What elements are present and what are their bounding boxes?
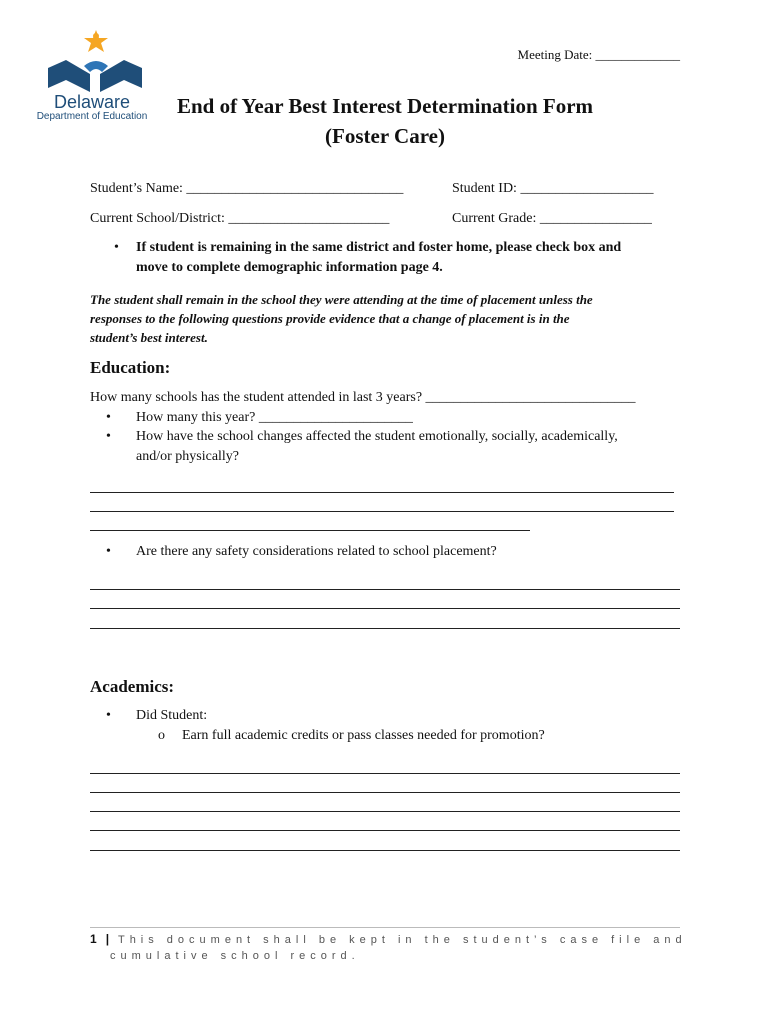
policy-line-3: student’s best interest.	[90, 330, 208, 345]
answer-line[interactable]	[90, 530, 530, 531]
answer-line[interactable]	[90, 628, 680, 629]
bullet-icon: •	[106, 429, 111, 444]
school-district-field[interactable]: Current School/District: _______________________	[90, 211, 390, 226]
footer-line-2: cumulative school record.	[110, 950, 360, 962]
answer-line[interactable]	[90, 511, 674, 512]
bullet-icon: •	[106, 708, 111, 723]
logo-department: Department of Education	[36, 111, 148, 122]
student-name-field[interactable]: Student’s Name: _______________________________	[90, 181, 404, 196]
school-changes-question-line-2: and/or physically?	[136, 449, 240, 464]
answer-line[interactable]	[90, 608, 680, 609]
bullet-icon: •	[106, 544, 111, 559]
answer-line[interactable]	[90, 589, 680, 590]
form-subtitle: (Foster Care)	[325, 124, 445, 148]
form-title: End of Year Best Interest Determination Form	[176, 94, 594, 118]
page-separator: |	[105, 932, 111, 946]
footer-line-1: This document shall be kept in the student’s case file and	[117, 934, 687, 946]
answer-line[interactable]	[90, 850, 680, 851]
student-id-field[interactable]: Student ID: ___________________	[452, 181, 654, 196]
bullet-icon: •	[106, 410, 111, 425]
safety-question: Are there any safety considerations related to school placement?	[136, 544, 497, 559]
logo-name: Delaware	[53, 92, 131, 112]
schools-this-year-question[interactable]: How many this year? ______________________	[136, 410, 413, 425]
logo-book-left-icon	[48, 60, 90, 92]
page-footer	[90, 931, 690, 964]
footer-divider	[90, 927, 680, 928]
schools-attended-question[interactable]: How many schools has the student attended in last 3 years? ______________________________	[90, 390, 636, 405]
answer-line[interactable]	[90, 492, 674, 493]
academic-credits-question: Earn full academic credits or pass classes needed for promotion?	[182, 728, 545, 743]
answer-line[interactable]	[90, 830, 680, 831]
did-student-question: Did Student:	[136, 708, 208, 723]
answer-line[interactable]	[90, 811, 680, 812]
sub-bullet-icon: o	[158, 728, 165, 743]
policy-line-2: responses to the following questions provide evidence that a change of placement is in the	[90, 311, 570, 326]
education-heading: Education:	[90, 358, 171, 377]
meeting-date-field[interactable]: Meeting Date: _____________	[517, 47, 680, 62]
notice-line-2: move to complete demographic information page 4.	[136, 260, 443, 275]
current-grade-field[interactable]: Current Grade: ________________	[452, 211, 652, 226]
notice-line-1: If student is remaining in the same district and foster home, please check box and	[136, 240, 622, 255]
academics-heading: Academics:	[90, 677, 175, 696]
answer-line[interactable]	[90, 773, 680, 774]
policy-line-1: The student shall remain in the school they were attending at the time of placement unless the	[90, 292, 593, 307]
answer-line[interactable]	[90, 792, 680, 793]
page-number: 1	[90, 932, 98, 946]
notice-bullet: •	[114, 240, 119, 255]
school-changes-question-line-1: How have the school changes affected the student emotionally, socially, academically,	[136, 429, 618, 444]
